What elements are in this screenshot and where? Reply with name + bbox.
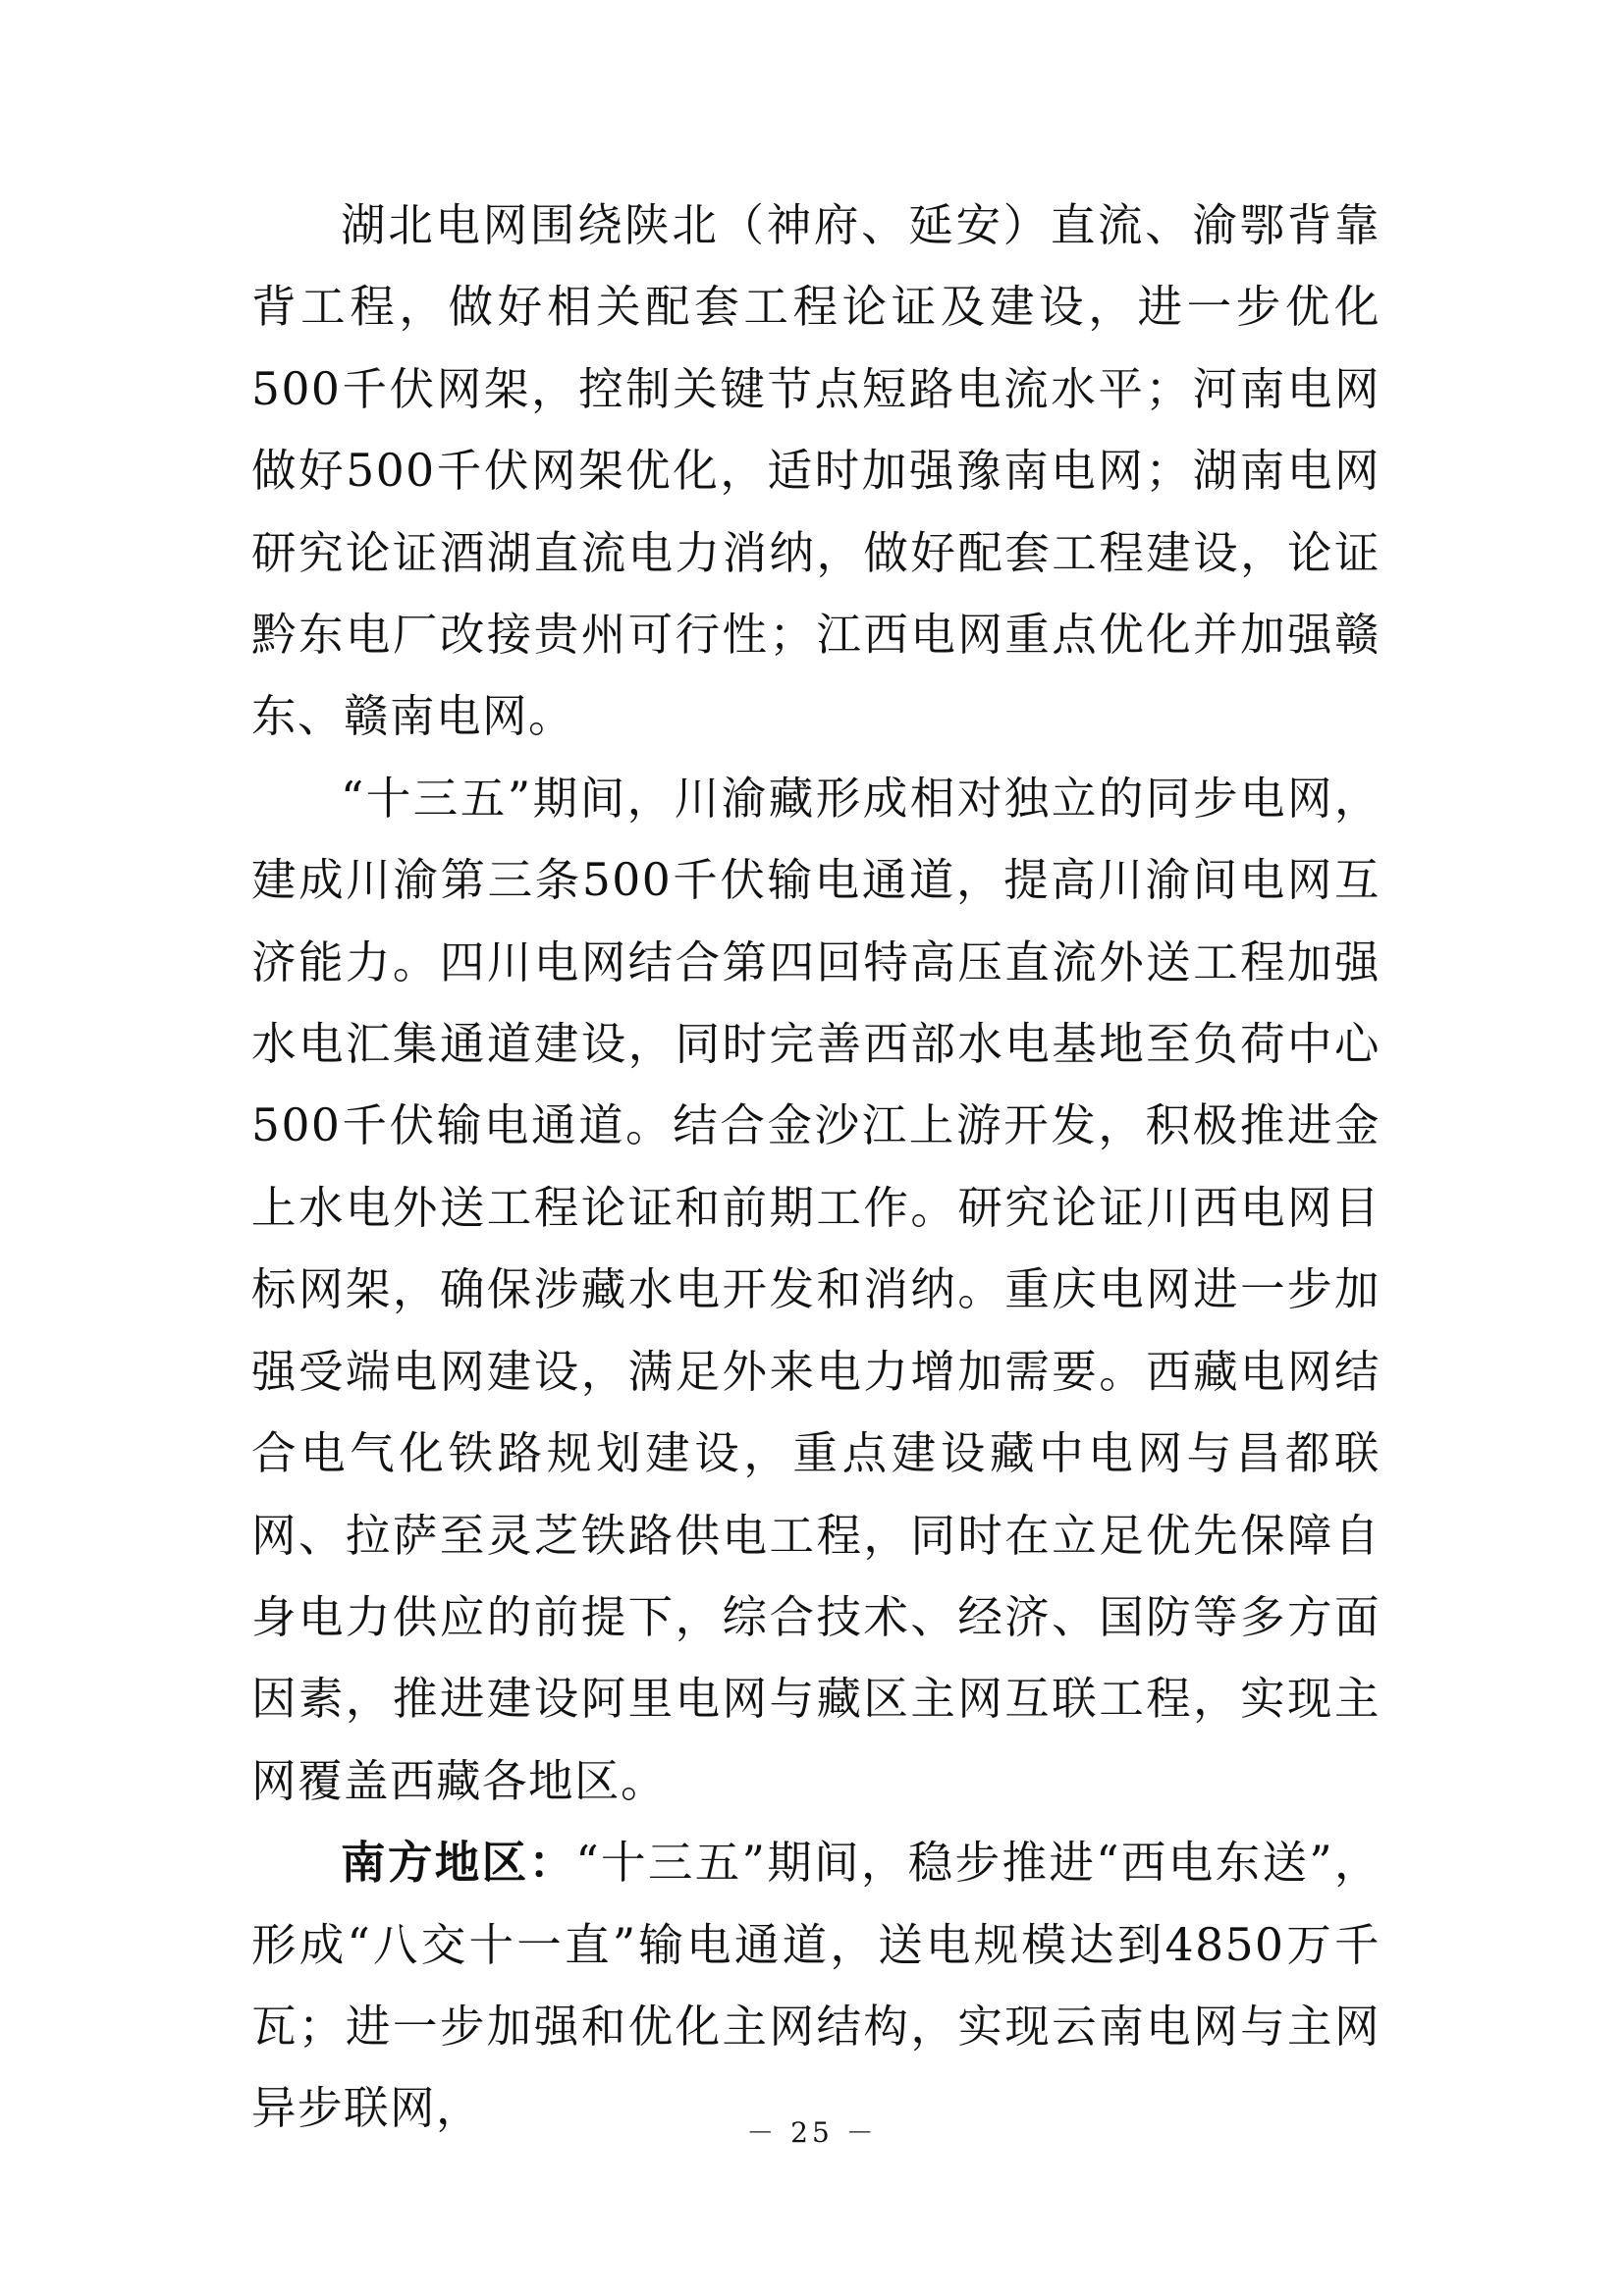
paragraph-chuan-yu-zang: [251, 758, 1380, 1822]
body-text: [251, 185, 1380, 2150]
paragraph-lead-heading: 南方地区：: [341, 1837, 576, 1890]
paragraph-hubei-henan-hunan-jiangxi: [251, 185, 1380, 758]
page-number: － 25 －: [746, 2116, 878, 2149]
paragraph-text: “十三五”期间，川渝藏形成相对独立的同步电网，建成川渝第三条500千伏输电通道，提高川渝间电网互济能力。四川电网结合第四回特高压直流外送工程加强水电汇集通道建设，同时完善西部水电基地至负荷中心500千伏输电通道。结合金沙江上游开发，积极推进金上水电外送工程论证和前期工作。研究论证川西电网目标网架，确保涉藏水电开发和消纳。重庆电网进一步加强受端电网建设，满足外来电力增加需要。西藏电网结合电气化铁路规划建设，重点建设藏中电网与昌都联网、拉萨至灵芝铁路供电工程，同时在立足优先保障自身电力供应的前提下，综合技术、经济、国防等多方面因素，推进建设阿里电网与藏区主网互联工程，实现主网覆盖西藏各地区。: [251, 772, 1380, 1807]
paragraph-southern-region: [251, 1822, 1380, 2150]
paragraph-text: “十三五”期间，稳步推进“西电东送”，形成“八交十一直”输电通道，送电规模达到4850万千瓦；进一步加强和优化主网结构，实现云南电网与主网异步联网，: [251, 1837, 1380, 2135]
paragraph-text: 湖北电网围绕陕北（神府、延安）直流、渝鄂背靠背工程，做好相关配套工程论证及建设，进一步优化500千伏网架，控制关键节点短路电流水平；河南电网做好500千伏网架优化，适时加强豫南电网；湖南电网研究论证酒湖直流电力消纳，做好配套工程建设，论证黔东电厂改接贵州可行性；江西电网重点优化并加强赣东、赣南电网。: [251, 199, 1380, 743]
